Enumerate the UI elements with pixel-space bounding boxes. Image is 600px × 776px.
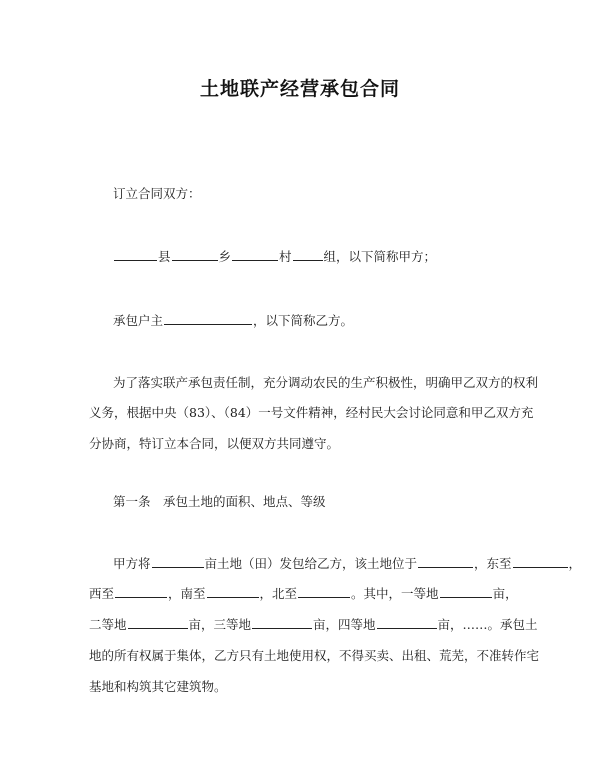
grade-3-blank[interactable] [252, 615, 312, 629]
north-blank[interactable] [298, 584, 350, 598]
preamble-line-1: 为了落实联产承包责任制，充分调动农民的生产积极性，明确甲乙双方的权利 [113, 375, 539, 390]
document-title: 土地联产经营承包合同 [199, 78, 400, 100]
group-label: 组，以下简称甲方； [323, 249, 437, 264]
village-blank[interactable] [232, 247, 278, 261]
south-blank[interactable] [207, 584, 259, 598]
county-label: 县 [158, 249, 171, 264]
group-blank[interactable] [293, 247, 323, 261]
text-segment: 甲方将 [113, 556, 151, 571]
grade-4-blank[interactable] [377, 615, 437, 629]
text-segment: 亩，三等地 [188, 617, 252, 632]
household-head-label: 承包户主 [113, 313, 164, 328]
article-1-heading: 第一条 承包土地的面积、地点、等级 [113, 494, 326, 509]
preamble-line-2: 义务，根据中央（83）、（84）一号文件精神，经村民大会讨论同意和甲乙双方充 [89, 405, 534, 420]
party-b-line [113, 311, 353, 331]
west-blank[interactable] [115, 584, 167, 598]
article-1-line-4: 地的所有权属于集体，乙方只有土地使用权，不得买卖、出租、荒芜，不准转作宅 [89, 648, 540, 663]
text-segment: ，南至 [168, 586, 206, 601]
county-blank[interactable] [114, 247, 157, 261]
text-segment: 西至 [89, 586, 115, 601]
article-1-line-2 [89, 584, 518, 604]
text-segment: 亩，……。承包土 [437, 617, 538, 632]
township-label: 乡 [218, 249, 232, 264]
article-1-line-1 [113, 554, 581, 574]
text-segment: 亩土地（田）发包给乙方，该土地位于 [204, 556, 418, 571]
article-1-line-3 [89, 615, 538, 635]
location-blank[interactable] [418, 554, 473, 568]
township-blank[interactable] [172, 247, 218, 261]
party-b-tail: ，以下简称乙方。 [253, 313, 354, 328]
text-segment: 亩，四等地 [313, 617, 376, 632]
east-blank[interactable] [513, 554, 568, 568]
text-segment: 亩， [492, 586, 518, 601]
area-blank[interactable] [152, 554, 204, 568]
preamble-line-3: 分协商，特订立本合同，以便双方共同遵守。 [89, 436, 340, 451]
grade-1-blank[interactable] [440, 584, 492, 598]
village-label: 村 [279, 249, 292, 264]
article-1-line-5: 基地和构筑其它建筑物。 [89, 679, 227, 694]
text-segment: 二等地 [89, 617, 127, 632]
text-segment: ，东至 [474, 556, 512, 571]
text-segment: 。其中，一等地 [351, 586, 439, 601]
text-segment: ， [568, 556, 582, 571]
parties-intro: 订立合同双方： [113, 186, 201, 201]
household-head-blank[interactable] [164, 311, 252, 325]
party-a-line [113, 247, 436, 267]
text-segment: ，北至 [259, 586, 298, 601]
grade-2-blank[interactable] [128, 615, 188, 629]
